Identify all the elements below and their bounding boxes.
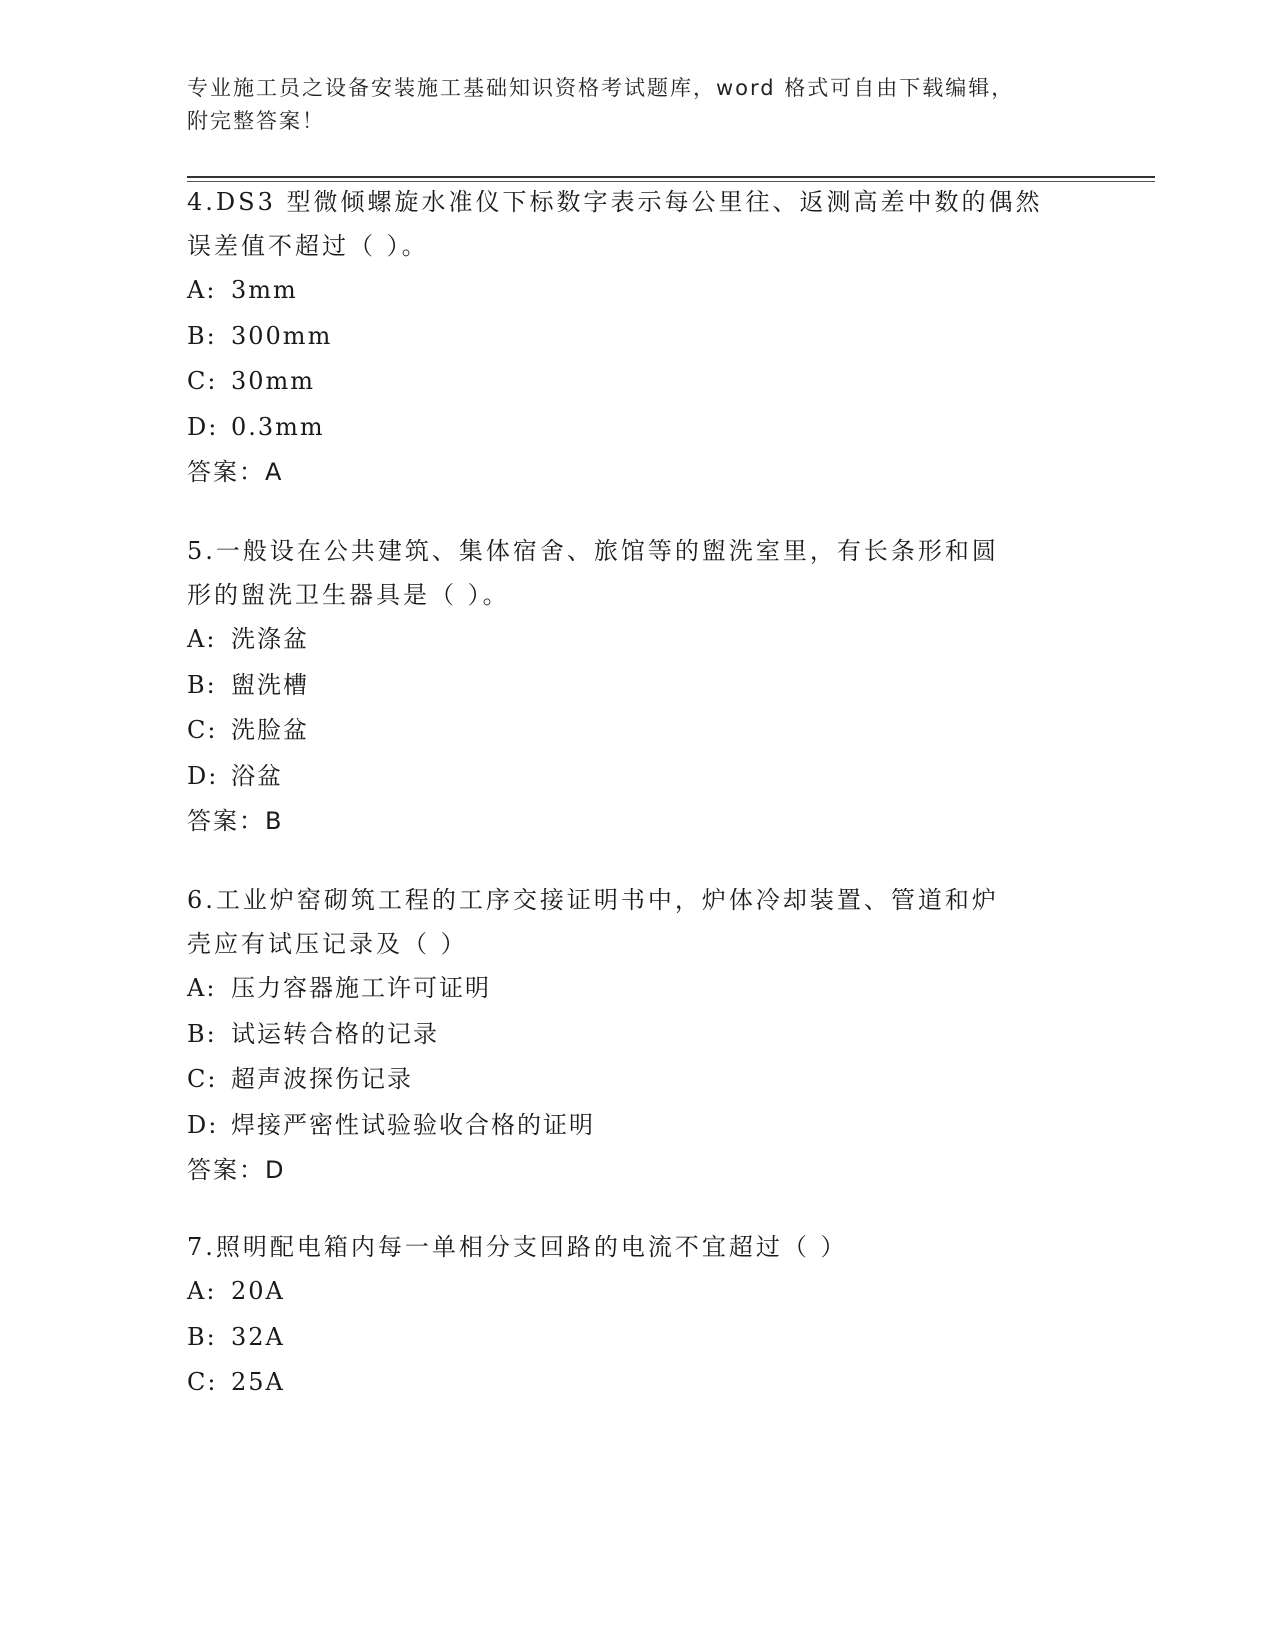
option-text: 盥洗槽 [231, 670, 309, 699]
option-letter: C: [187, 1065, 218, 1093]
answer: 答案：A [187, 458, 284, 486]
option-text: 浴盆 [231, 761, 283, 790]
option-text: 焊接严密性试验验收合格的证明 [231, 1110, 595, 1139]
option-letter: D: [187, 761, 219, 790]
option-text: 30mm [231, 367, 316, 395]
option-letter: A: [187, 974, 217, 1002]
question-stem-line-1: 6.工业炉窑砌筑工程的工序交接证明书中，炉体冷却装置、管道和炉 [187, 886, 999, 914]
option-letter: B: [187, 1019, 217, 1048]
option-letter: D: [187, 1110, 219, 1139]
option-a [187, 966, 1087, 1012]
option-text: 洗脸盆 [231, 716, 309, 744]
option-b [187, 663, 1087, 709]
option-a [187, 617, 1087, 663]
answer: 答案：B [187, 807, 284, 835]
option-text: 洗涤盆 [231, 625, 309, 653]
option-text: 300mm [231, 321, 333, 350]
option-letter: B: [187, 1322, 217, 1351]
option-b [187, 314, 1087, 360]
option-text: 压力容器施工许可证明 [231, 974, 491, 1002]
question-7 [187, 1225, 1087, 1406]
question-stem-line-2: 壳应有试压记录及（ ） [187, 930, 468, 958]
option-text: 32A [231, 1322, 285, 1351]
option-letter: D: [187, 412, 219, 441]
option-letter: C: [187, 716, 218, 744]
option-text: 25A [231, 1368, 285, 1396]
option-letter: B: [187, 670, 217, 699]
option-text: 20A [231, 1277, 285, 1305]
option-c [187, 359, 1087, 405]
question-5 [187, 529, 1087, 843]
option-c [187, 1057, 1087, 1103]
option-letter: C: [187, 367, 218, 395]
header-line-1: 专业施工员之设备安装施工基础知识资格考试题库，word 格式可自由下载编辑， [187, 76, 1015, 100]
question-stem-line-2: 形的盥洗卫生器具是（ ）。 [187, 581, 510, 609]
option-c [187, 1360, 1087, 1406]
option-d [187, 405, 1087, 451]
option-b [187, 1315, 1087, 1361]
answer: 答案：D [187, 1156, 286, 1184]
option-c [187, 708, 1087, 754]
header-divider-thick [187, 176, 1155, 178]
option-letter: A: [187, 625, 217, 653]
option-a [187, 1269, 1087, 1315]
option-d [187, 1103, 1087, 1149]
option-text: 超声波探伤记录 [231, 1065, 413, 1093]
question-stem-line-1: 7.照明配电箱内每一单相分支回路的电流不宜超过（ ） [187, 1233, 848, 1261]
option-letter: C: [187, 1368, 218, 1396]
option-d [187, 754, 1087, 800]
option-text: 3mm [231, 276, 298, 304]
option-text: 试运转合格的记录 [231, 1019, 439, 1048]
question-stem-line-1: 5.一般设在公共建筑、集体宿舍、旅馆等的盥洗室里，有长条形和圆 [187, 537, 999, 565]
option-letter: A: [187, 1277, 217, 1305]
option-b [187, 1012, 1087, 1058]
document-header [187, 72, 1087, 138]
option-letter: B: [187, 321, 217, 350]
option-a [187, 268, 1087, 314]
option-letter: A: [187, 276, 217, 304]
question-6 [187, 878, 1087, 1192]
question-4 [187, 180, 1087, 494]
question-stem-line-2: 误差值不超过（ ）。 [187, 232, 429, 260]
option-text: 0.3mm [231, 412, 325, 441]
header-line-2: 附完整答案！ [187, 109, 325, 133]
question-stem-line-1: 4.DS3 型微倾螺旋水准仪下标数字表示每公里往、返测高差中数的偶然 [187, 188, 1043, 216]
